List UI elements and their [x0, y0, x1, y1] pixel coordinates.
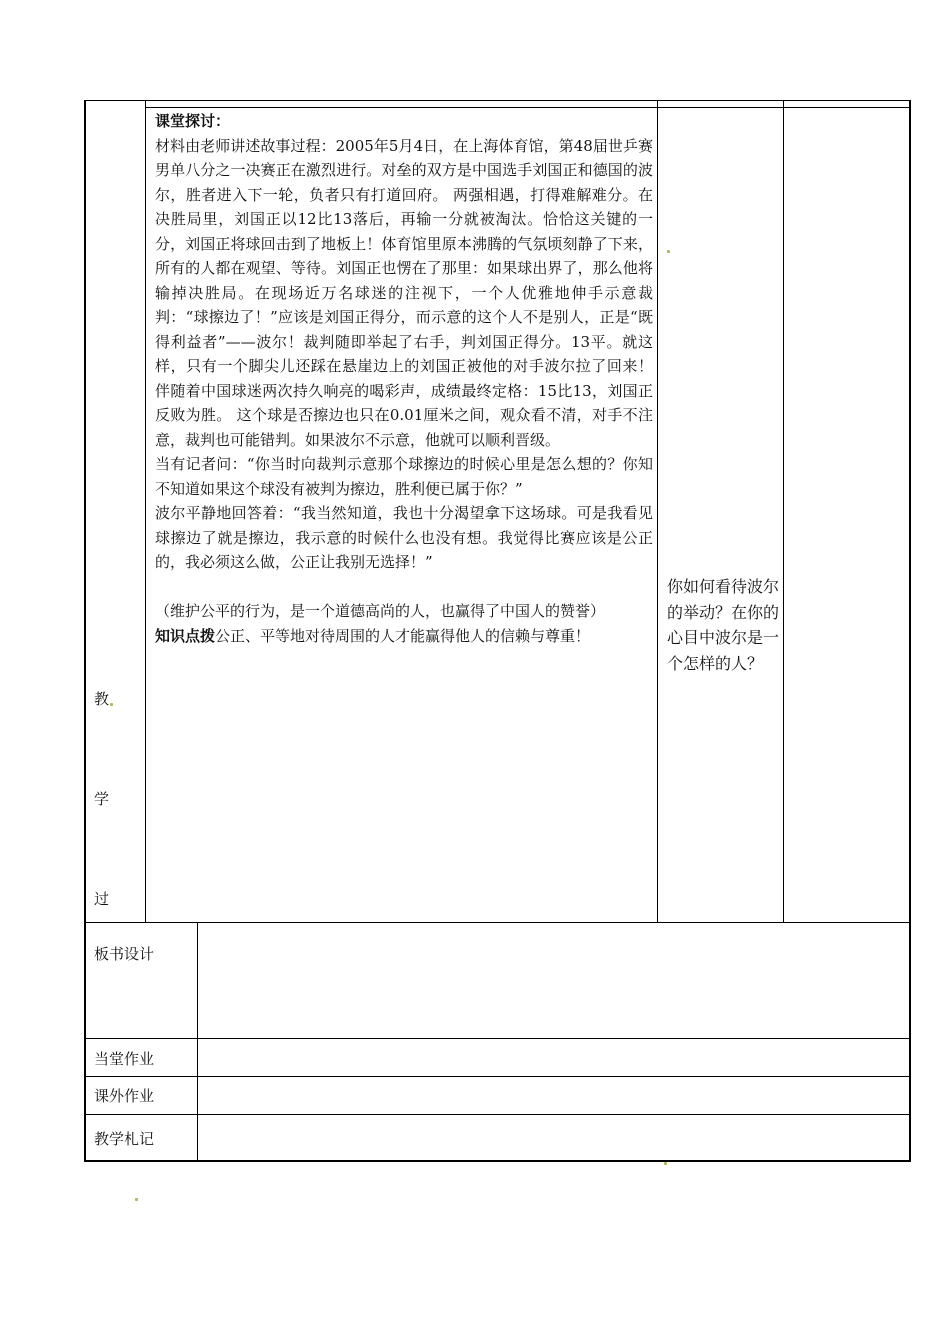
table-border-bottom: [84, 1160, 911, 1162]
table-border-top: [84, 100, 911, 101]
knowledge-label: 知识点拨: [155, 626, 216, 645]
divider-question-column: [783, 100, 784, 922]
row-separator-1: [84, 922, 911, 923]
teaching-notes-label: 教学札记: [94, 1130, 155, 1148]
row-separator-2: [84, 1038, 911, 1039]
side-label-process: 过: [94, 890, 110, 908]
side-label-teach: 教: [94, 690, 110, 708]
header-strip-line: [145, 107, 911, 108]
scan-speck: [135, 1198, 138, 1201]
discussion-question: 你如何看待波尔的举动？在你的心目中波尔是一个怎样的人？: [667, 577, 780, 673]
section-title: 课堂探讨：: [155, 112, 231, 130]
scan-speck: [110, 703, 113, 706]
boll-answer: 波尔平静地回答着：“我当然知道，我也十分渴望拿下这场球。可是我看见球擦边了就是擦边，我示意的时候什么也没有想。我觉得比赛应该是公正的，我必须这么做，公正让我别无选择！”: [155, 504, 653, 571]
table-border-left: [84, 100, 86, 1162]
row-separator-3: [84, 1076, 911, 1077]
side-label-learn: 学: [94, 790, 110, 808]
classwork-label: 当堂作业: [94, 1050, 155, 1068]
homework-label: 课外作业: [94, 1087, 155, 1105]
knowledge-point: [155, 624, 653, 649]
divider-content-column: [657, 100, 658, 922]
reporter-question: 当有记者问：“你当时向裁判示意那个球擦边的时候心里是怎么想的？你知不知道如果这个球没有被判为擦边，胜利便已属于你？”: [155, 455, 653, 498]
teacher-comment: （维护公平的行为，是一个道德高尚的人，也赢得了中国人的赞誉）: [155, 602, 606, 620]
lesson-content: [155, 109, 653, 648]
divider-label-column: [145, 100, 146, 922]
knowledge-text: 公正、平等地对待周围的人才能赢得他人的信赖与尊重！: [215, 626, 591, 645]
board-design-label: 板书设计: [94, 945, 155, 963]
scan-speck: [664, 1162, 667, 1165]
scan-speck: [667, 250, 670, 253]
table-border-right: [909, 100, 911, 1162]
story-paragraph: 材料由老师讲述故事过程：2005年5月4日，在上海体育馆，第48届世乒赛男单八分之一决赛正在激烈进行。对垒的双方是中国选手刘国正和德国的波尔，胜者进入下一轮，负者只有打道回府。 两强相遇，打得难解难分。在决胜局里，刘国正以12比13落后，再输一分就被淘汰。恰恰这关键的一分，刘国正将球回击到了地板上！体育馆里原本沸腾的气氛顷刻静了下来，所有的人都在观望、等待。刘国正也愣在了那里：如果球出界了，那么他将输掉决胜局。在现场近万名球迷的注视下，一个人优雅地伸手示意裁判：“球擦边了！”应该是刘国正得分，而示意的这个人不是别人，正是“既得利益者”——波尔！裁判随即举起了右手，判刘国正得分。13平。就这样，只有一个脚尖儿还踩在悬崖边上的刘国正被他的对手波尔拉了回来！ 伴随着中国球迷两次持久响亮的喝彩声，成绩最终定格：15比13，刘国正反败为胜。 这个球是否擦边也只在0.01厘米之间，观众看不清，对手不注意，裁判也可能错判。如果波尔不示意，他就可以顺利晋级。: [155, 136, 653, 449]
row-separator-4: [84, 1114, 911, 1115]
divider-lower-label-column: [197, 922, 198, 1161]
